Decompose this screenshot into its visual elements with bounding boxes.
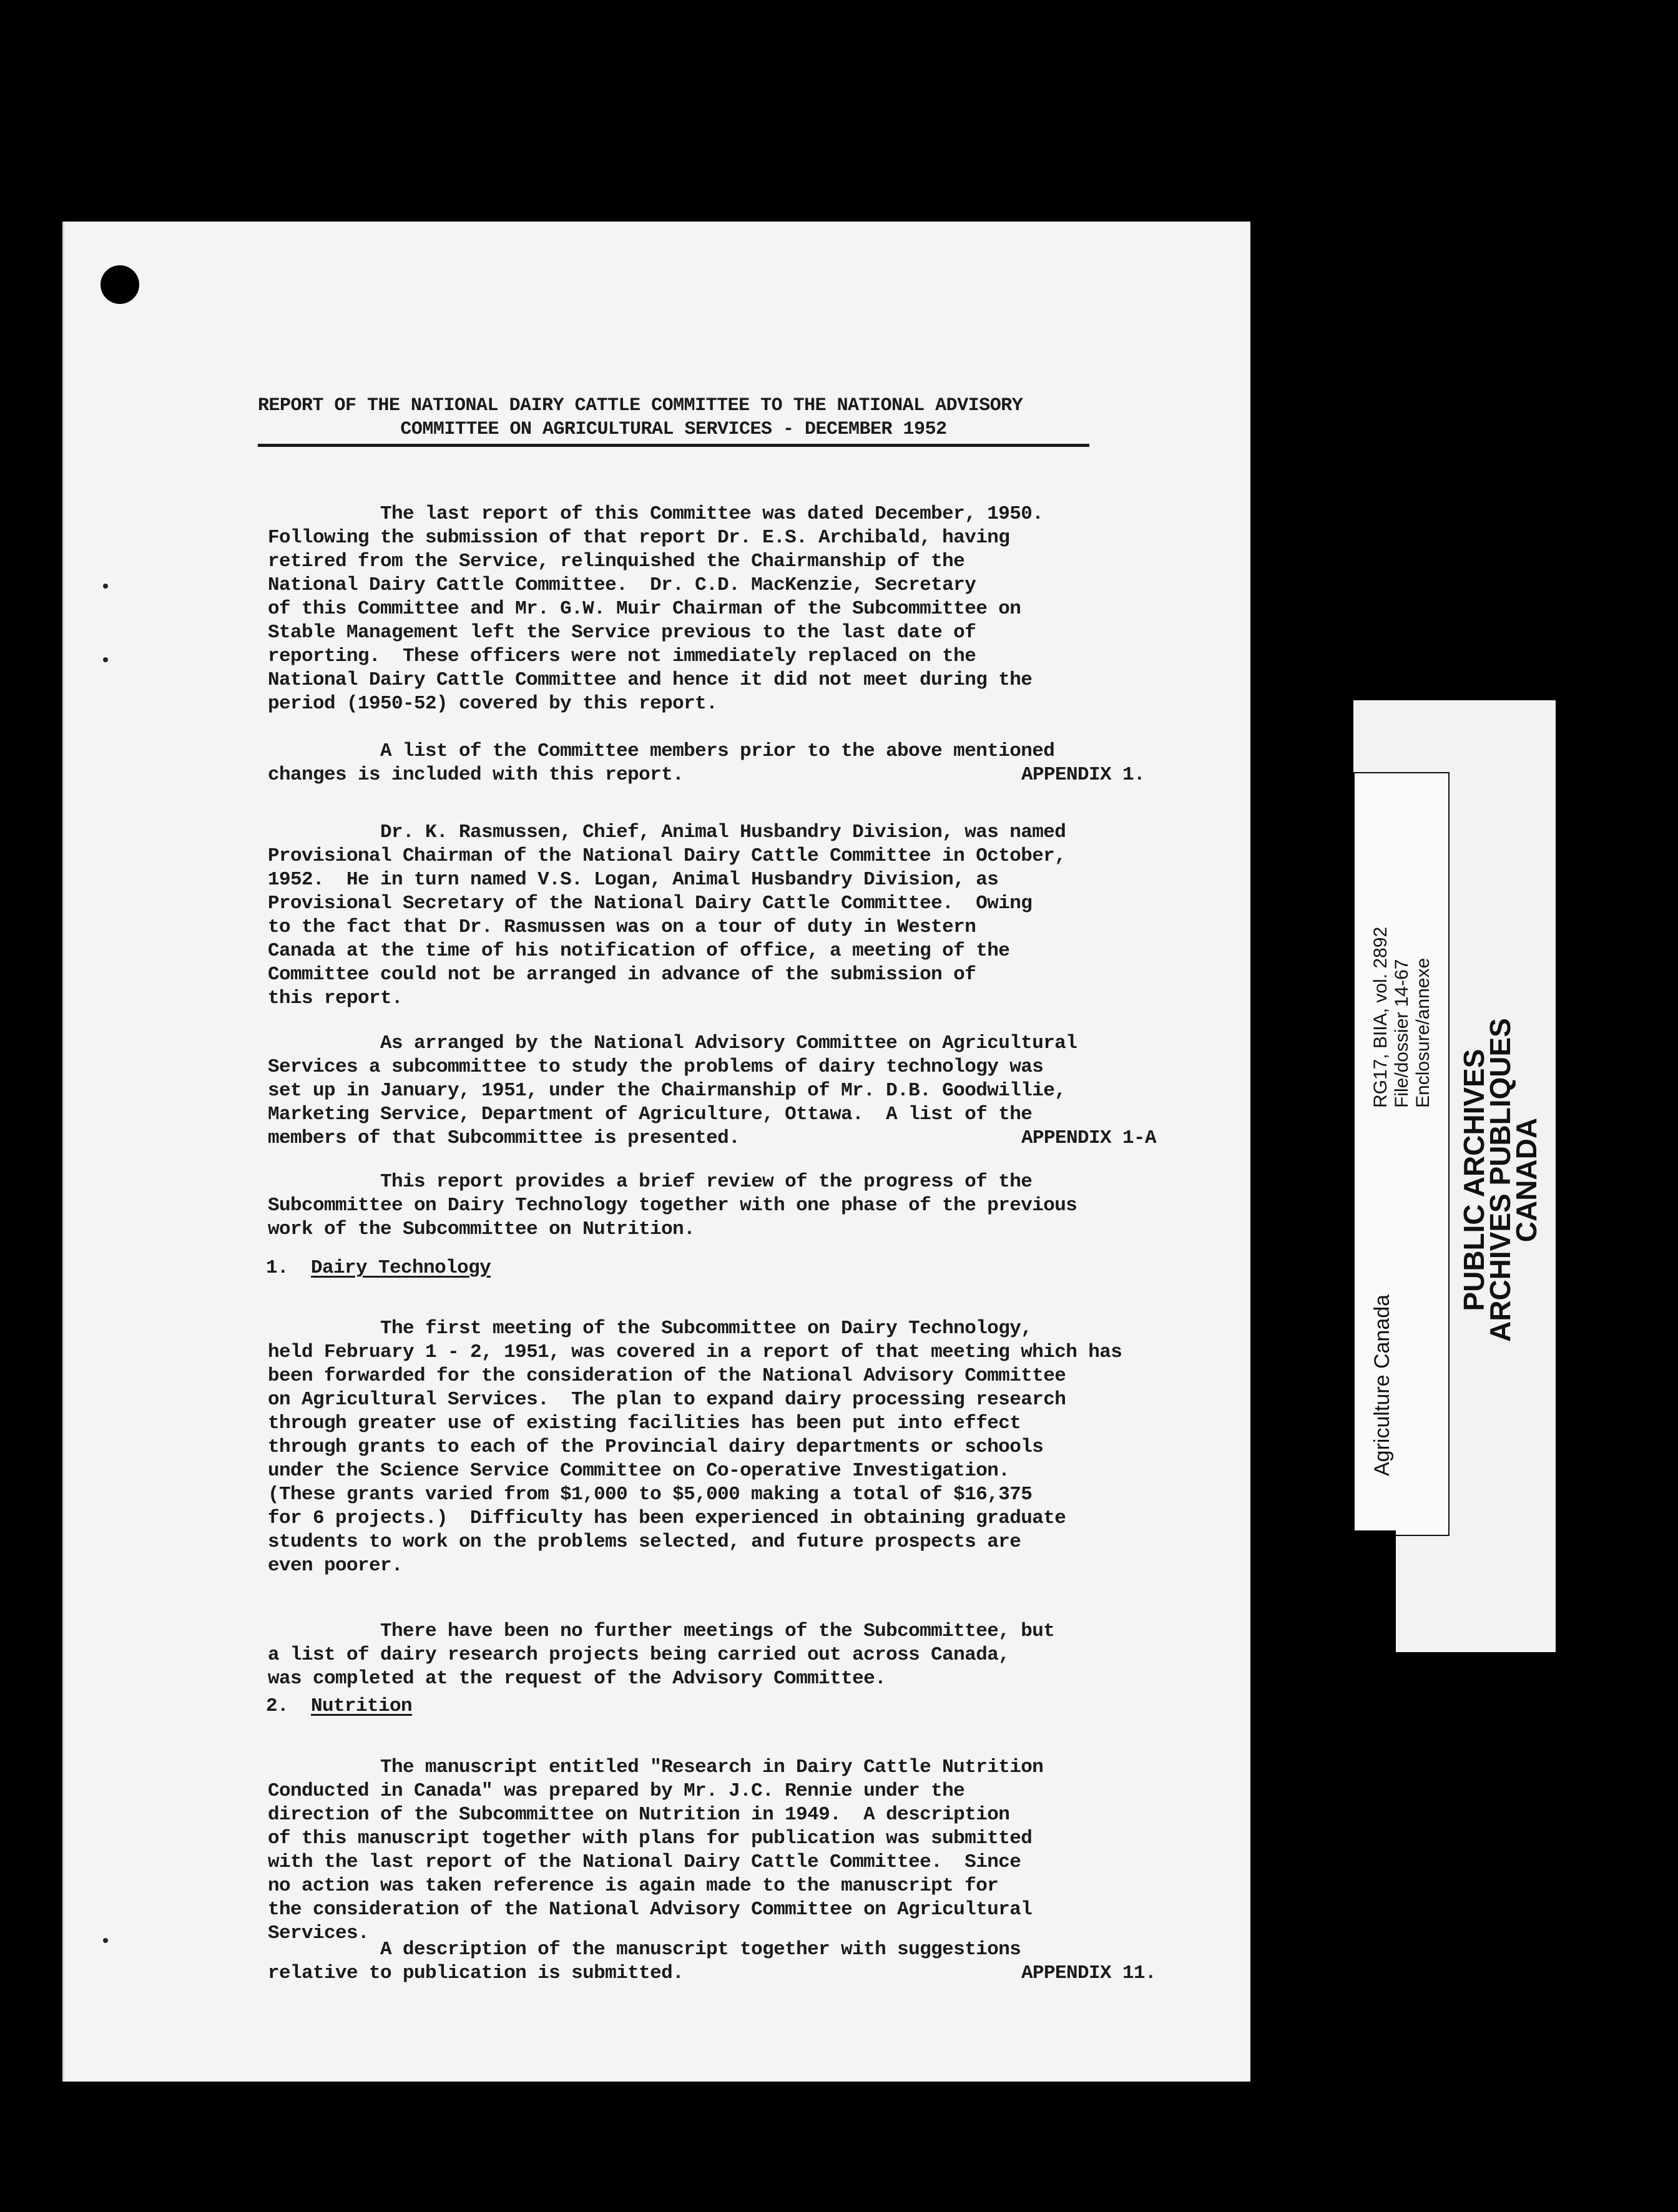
stamp-line-3: CANADA — [1510, 1117, 1543, 1243]
appendix-1-reference: APPENDIX 1. — [1021, 764, 1146, 786]
stamp-line-1: PUBLIC ARCHIVES — [1458, 1049, 1490, 1311]
section-2-title: Nutrition — [311, 1695, 413, 1717]
paragraph-review-summary: This report provides a brief review of the progress of the Subcommittee on Dairy Technology together with one phase of the previous work of the Subcommittee on Nutrition. — [268, 1171, 1077, 1240]
scan-speck — [103, 584, 108, 589]
paragraph-provisional-chairman: Dr. K. Rasmussen, Chief, Animal Husbandry Division, was named Provisional Chairman of the National Dairy Cattle Committee in October, 1952. He in turn named V.S. Logan, Animal Husbandry Division, as Provisional Secretary of the National Dairy Cattle Committee. Owing to the fact that Dr. Rasmussen was on a tour of duty in Western Canada at the time of his notification of office, a meeting of the Committee could not be arranged in advance of the submission of this report. — [268, 821, 1066, 1009]
tag-notch — [1353, 1530, 1396, 1652]
archives-stamp — [1458, 1018, 1543, 1342]
paragraph-manuscript: The manuscript entitled "Research in Dairy Cattle Nutrition Conducted in Canada" was prepared by Mr. J.C. Rennie under the direction of the Subcommittee on Nutrition in 1949. A description of this manuscript together with plans for publication was submitted with the last report of the National Dairy Cattle Committee. Since no action was taken reference is again made to the manuscript for the consideration of the National Advisory Committee on Agricultural Services. — [268, 1756, 1044, 1944]
section-1-number: 1. — [266, 1257, 289, 1279]
archive-reference — [1370, 927, 1434, 1108]
paragraph-first-meeting: The first meeting of the Subcommittee on Dairy Technology, held February 1 - 2, 1951, was covered in a report of that meeting which has been forwarded for the consideration of the National Advisory Committee on Agricultural Services. The plan to expand dairy processing research through greater use of existing facilities has been put into effect through grants to each of the Provincial dairy departments or schools under the Science Service Committee on Co-operative Investigation. (These grants varied from $1,000 to $5,000 making a total of $16,375 for 6 projects.) Difficulty has been experienced in obtaining graduate students to work on the problems selected, and future prospects are even poorer. — [268, 1318, 1122, 1577]
section-heading-dairy-technology — [266, 1256, 491, 1280]
paragraph-committee-members: A list of the Committee members prior to the above mentioned changes is included with this report. — [268, 740, 1055, 786]
reference-line-2: File/dossier 14-67 — [1391, 959, 1412, 1108]
scan-speck — [103, 657, 108, 662]
appendix-11-reference: APPENDIX 11. — [1021, 1962, 1157, 1984]
punch-hole — [101, 265, 139, 304]
tag-label-panel — [1353, 772, 1450, 1536]
section-2-number: 2. — [266, 1695, 289, 1717]
report-title — [258, 395, 1089, 447]
title-line-2: COMMITTEE ON AGRICULTURAL SERVICES - DECEMBER 1952 — [258, 419, 1089, 447]
title-line-1: REPORT OF THE NATIONAL DAIRY CATTLE COMMITTEE TO THE NATIONAL ADVISORY — [258, 395, 1023, 416]
department-label: Agriculture Canada — [1370, 1294, 1394, 1476]
section-heading-nutrition — [266, 1695, 412, 1718]
document-page — [62, 222, 1250, 2082]
paragraph-subcommittee-setup: As arranged by the National Advisory Committee on Agricultural Services a subcommittee to study the problems of dairy technology was set up in January, 1951, under the Chairmanship of Mr. D.B. Goodwillie, Marketing Service, Department of Agriculture, Ottawa. A list of the members of that Subcommittee is presented. — [268, 1032, 1077, 1149]
section-1-title: Dairy Technology — [311, 1257, 491, 1279]
appendix-1a-reference: APPENDIX 1-A — [1021, 1127, 1157, 1149]
scan-speck — [103, 1938, 108, 1943]
reference-line-1: RG17, BIIA, vol. 2892 — [1370, 926, 1391, 1108]
stamp-line-2: ARCHIVES PUBLIQUES — [1484, 1018, 1516, 1342]
paragraph-previous-report: The last report of this Committee was dated December, 1950. Following the submission of that report Dr. E.S. Archibald, having retired from the Service, relinquished the Chairmanship of the National Dairy Cattle Committee. Dr. C.D. MacKenzie, Secretary of this Committee and Mr. G.W. Muir Chairman of the Subcommittee on Stable Management left the Service previous to the last date of reporting. These officers were not immediately replaced on the National Dairy Cattle Committee and hence it did not meet during the period (1950-52) covered by this report. — [268, 503, 1044, 715]
paragraph-no-further-meetings: There have been no further meetings of the Subcommittee, but a list of dairy research projects being carried out across Canada, was completed at the request of the Advisory Committee. — [268, 1620, 1055, 1690]
reference-line-3: Enclosure/annexe — [1413, 957, 1433, 1108]
paragraph-manuscript-description: A description of the manuscript together with suggestions relative to publication is submitted. — [268, 1939, 1021, 1984]
